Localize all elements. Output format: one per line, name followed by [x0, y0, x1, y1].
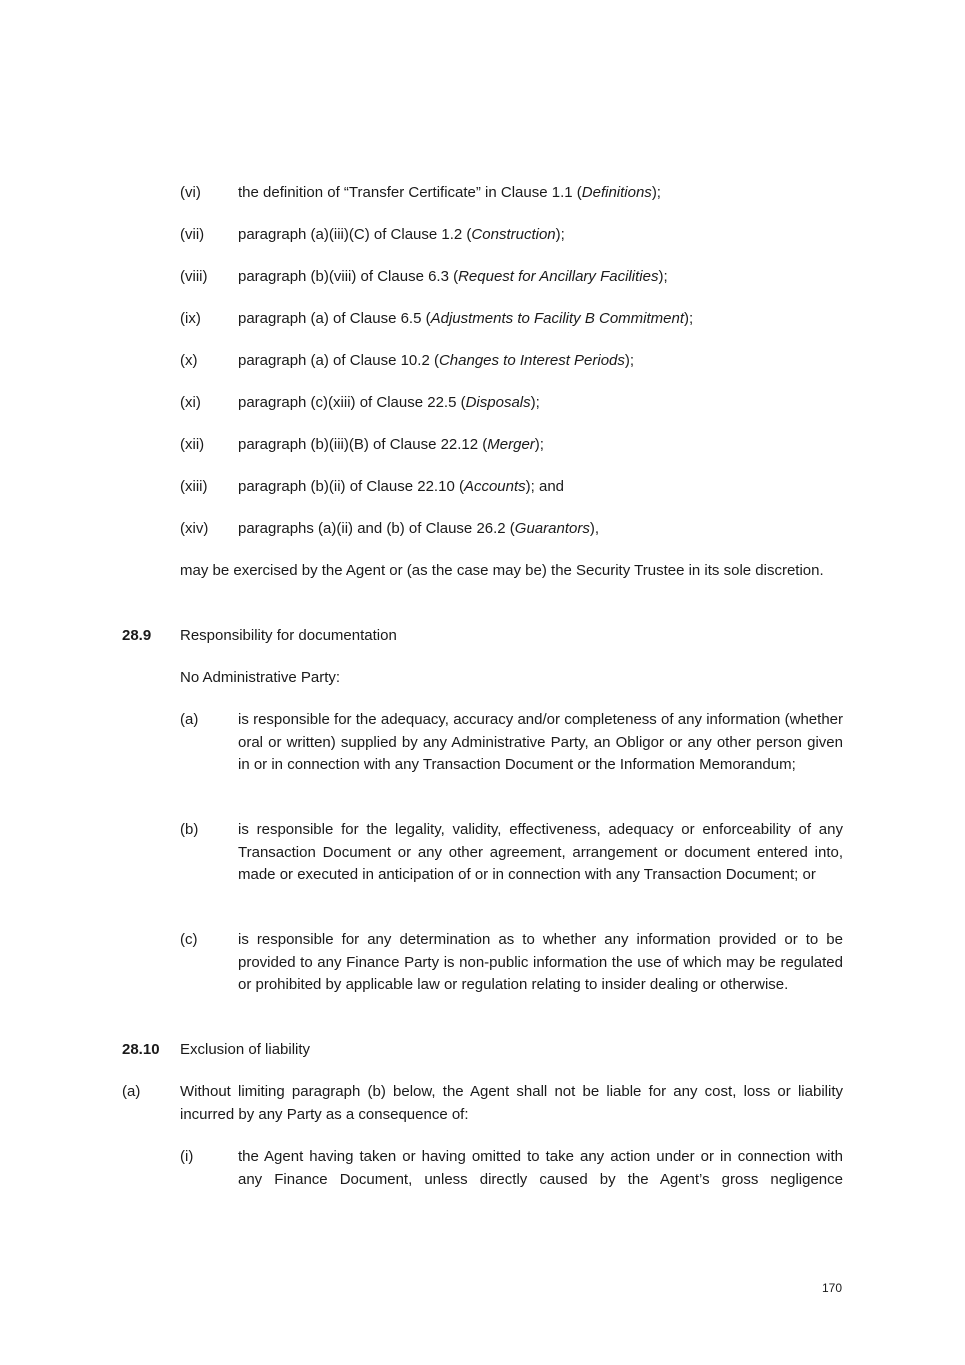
clause-item-label: (b) [180, 821, 199, 838]
list-item-text: paragraph (a) of Clause 6.5 (Adjustments to Facility B Commitment); [238, 310, 694, 327]
section-number: 28.9 [122, 627, 152, 644]
list-item-text: paragraph (b)(iii)(B) of Clause 22.12 (Merger); [238, 436, 544, 453]
discretion-paragraph: may be exercised by the Agent or (as the case may be) the Security Trustee in its sole discretion. [180, 562, 824, 579]
section-title: Exclusion of liability [180, 1041, 311, 1058]
list-item-label: (xi) [180, 394, 201, 411]
list-item-text: paragraphs (a)(ii) and (b) of Clause 26.2 (Guarantors), [238, 520, 600, 537]
clause-item-label: (a) [180, 711, 199, 728]
list-item-label: (xii) [180, 436, 205, 453]
list-item-text: paragraph (b)(ii) of Clause 22.10 (Accounts); and [238, 478, 565, 495]
list-item-text: paragraph (b)(viii) of Clause 6.3 (Request for Ancillary Facilities); [238, 268, 668, 285]
list-item-label: (xiv) [180, 520, 209, 537]
list-item-text: paragraph (c)(xiii) of Clause 22.5 (Disposals); [238, 394, 540, 411]
list-item-label: (ix) [180, 310, 201, 327]
list-item-text: paragraph (a) of Clause 10.2 (Changes to Interest Periods); [238, 352, 635, 369]
list-item-text: the definition of “Transfer Certificate” in Clause 1.1 (Definitions); [238, 184, 661, 201]
list-item-label: (xiii) [180, 478, 208, 495]
section-title: Responsibility for documentation [180, 627, 397, 644]
section-intro: No Administrative Party: [180, 669, 341, 686]
clause-item-text: is responsible for the legality, validity, effectiveness, adequacy or enforceability of any Transaction Document or any other agreement, arrangement or document entered into, made or executed in anticipation of or in connection with any Transaction Document; or [238, 821, 843, 883]
list-item-label: (vii) [180, 226, 205, 243]
list-item-label: (vi) [180, 184, 201, 201]
paragraph-a-text: Without limiting paragraph (b) below, the Agent shall not be liable for any cost, loss or liability incurred by any Party as a consequence of: [180, 1083, 843, 1123]
clause-item-text: is responsible for the adequacy, accuracy and/or completeness of any information (whether oral or written) supplied by any Administrative Party, an Obligor or any other person given in or in connection with any Transaction Document or the Information Memorandum; [238, 711, 843, 773]
sub-paragraph-i-text: the Agent having taken or having omitted to take any action under or in connection with any Finance Document, unless directly caused by the Agent’s gross negligence [238, 1148, 843, 1188]
list-item-label: (viii) [180, 268, 208, 285]
list-item-label: (x) [180, 352, 198, 369]
section-number: 28.10 [122, 1041, 160, 1058]
page-number: 170 [822, 1281, 843, 1295]
clause-item-label: (c) [180, 931, 198, 948]
sub-paragraph-label: (i) [180, 1148, 194, 1165]
paragraph-label: (a) [122, 1083, 141, 1100]
list-item-text: paragraph (a)(iii)(C) of Clause 1.2 (Construction); [238, 226, 565, 243]
clause-item-text: is responsible for any determination as to whether any information provided or to be provided to any Finance Party is non-public information the use of which may be regulated or prohibited by applicable law or regulation relating to insider dealing or otherwise. [238, 931, 843, 993]
